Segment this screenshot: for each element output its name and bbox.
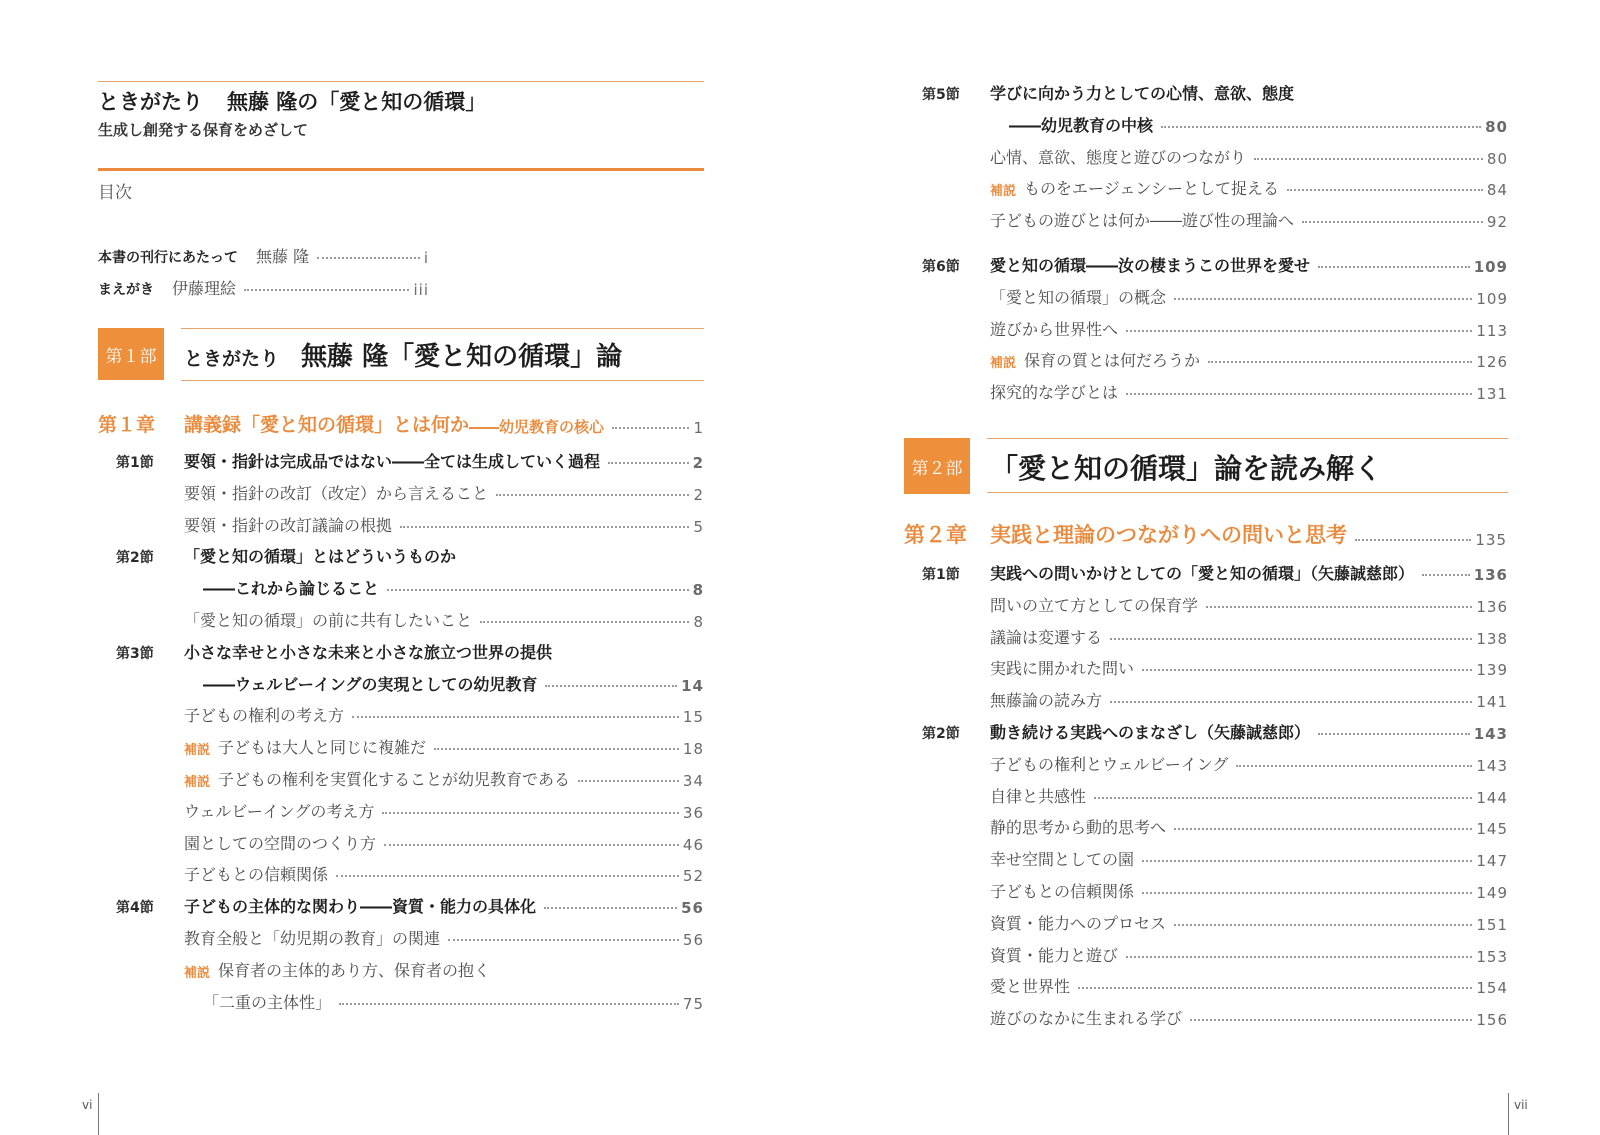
- leader-dots: [1174, 924, 1472, 926]
- toc-section[interactable]: [990, 558, 1508, 584]
- page-number: 52: [682, 867, 704, 886]
- part1-title: ときがたり 無藤 隆「愛と知の循環」論: [184, 342, 623, 372]
- toc-item[interactable]: [990, 377, 1508, 403]
- section-number: 第4節: [116, 900, 154, 917]
- page-number: 8: [692, 581, 704, 600]
- page-number: 109: [1473, 258, 1508, 276]
- toc-item[interactable]: [990, 205, 1508, 231]
- page-number: 2: [693, 485, 704, 504]
- entry-title: 議論は変遷する: [990, 627, 1103, 647]
- leader-dots: [480, 621, 689, 623]
- page-number: 56: [682, 931, 704, 949]
- page-number: 139: [1476, 661, 1508, 680]
- leader-dots: [1318, 266, 1470, 268]
- entry-title: 「二重の主体性」: [203, 992, 332, 1012]
- section-number: 第2節: [922, 726, 960, 742]
- page-number: 2: [692, 454, 704, 472]
- leader-dots: [352, 716, 679, 718]
- leader-dots: [1110, 638, 1472, 640]
- leader-dots: [382, 812, 679, 814]
- entry-title: 実践への問いかけとしての「愛と知の循環」（矢藤誠慈郎）: [990, 564, 1415, 583]
- toc-supplement[interactable]: [184, 764, 704, 790]
- page-number-right: vii: [1514, 1098, 1528, 1112]
- part2-title: 「愛と知の循環」論を読み解く: [990, 452, 1383, 485]
- leader-dots: [608, 462, 689, 464]
- page-number: 126: [1476, 353, 1508, 372]
- toc-item[interactable]: [990, 781, 1508, 807]
- page-number: 84: [1486, 181, 1508, 200]
- page-number: 75: [682, 994, 704, 1013]
- entry-title: 要領・指針の改訂議論の根拠: [184, 515, 393, 535]
- leader-dots: [1206, 606, 1472, 608]
- page-number: 153: [1476, 947, 1508, 966]
- leader-dots: [339, 1003, 679, 1005]
- leader-dots: [1287, 189, 1483, 191]
- page-number: 141: [1476, 693, 1508, 712]
- leader-dots: [1078, 987, 1472, 989]
- supplement-tag: 補説: [184, 743, 211, 759]
- toc-item[interactable]: [184, 478, 704, 504]
- entry-title: 子どもの権利の考え方: [184, 706, 345, 726]
- toc-item[interactable]: [990, 653, 1508, 679]
- section-number: 第3節: [116, 645, 154, 662]
- toc-item[interactable]: [184, 923, 704, 949]
- toc-section[interactable]: [990, 717, 1508, 743]
- toc-item[interactable]: [990, 314, 1508, 340]
- entry-title: 愛と知の循環――汝の棲まうこの世界を愛せ: [990, 256, 1311, 275]
- toc-section[interactable]: [184, 446, 704, 472]
- leader-dots: [1142, 669, 1472, 671]
- page-number: 138: [1476, 629, 1508, 648]
- entry-title: ものをエージェンシーとして捉える: [1024, 179, 1279, 199]
- leader-dots: [336, 875, 679, 877]
- leader-dots: [244, 289, 409, 291]
- leader-dots: [434, 748, 679, 750]
- toc-item[interactable]: [184, 828, 704, 854]
- entry-title: 探究的な学びとは: [990, 383, 1119, 403]
- toc-section-continuation[interactable]: [203, 669, 704, 695]
- entry-title: 無藤論の読み方: [990, 691, 1103, 711]
- leader-dots: [1094, 797, 1472, 799]
- entry-title: ――これから論じること: [203, 579, 380, 599]
- page-number: 109: [1476, 289, 1508, 308]
- entry-title: 実践に開かれた問い: [990, 659, 1135, 679]
- toc-supplement[interactable]: [990, 173, 1508, 199]
- page-number: 145: [1476, 820, 1508, 839]
- toc-item[interactable]: [990, 590, 1508, 616]
- leader-dots: [1126, 956, 1472, 958]
- page-number: 34: [682, 772, 704, 790]
- entry-title: 「愛と知の循環」とはどういうものか: [184, 547, 457, 567]
- part1-bottom-rule: [181, 380, 704, 381]
- book-title: ときがたり 無藤 隆の「愛と知の循環」: [98, 89, 487, 114]
- page-number: 18: [682, 740, 704, 759]
- toc-item-continuation[interactable]: [203, 987, 704, 1013]
- page-number-left: vi: [82, 1098, 93, 1112]
- toc-item[interactable]: [184, 605, 704, 631]
- page-number: 143: [1473, 725, 1508, 743]
- toc-item[interactable]: [990, 908, 1508, 934]
- toc-section-continuation[interactable]: [1009, 110, 1508, 136]
- entry-title: 心情、意欲、態度と遊びのつながり: [990, 147, 1247, 167]
- toc-entry-front-2[interactable]: まえがき 伊藤理絵 iii: [98, 279, 429, 299]
- page-number: 151: [1476, 915, 1508, 934]
- entry-title: 資質・能力と遊び: [990, 945, 1119, 965]
- part2-bottom-rule: [987, 492, 1508, 493]
- leader-dots: [1302, 221, 1483, 223]
- entry-title: 愛と世界性: [990, 977, 1071, 997]
- leader-dots: [1422, 574, 1470, 576]
- toc-entry-front-1[interactable]: 本書の刊行にあたって 無藤 隆 i: [98, 247, 429, 267]
- toc-item[interactable]: [990, 940, 1508, 966]
- page-number: 80: [1485, 117, 1508, 136]
- leader-dots: [448, 939, 679, 941]
- part1-top-rule: [181, 328, 704, 329]
- page-number: 149: [1476, 884, 1508, 902]
- toc-item[interactable]: [184, 796, 704, 822]
- section-number: 第6節: [922, 259, 960, 275]
- entry-title: 要領・指針の改訂（改定）から言えること: [184, 483, 489, 503]
- leader-dots: [578, 780, 679, 782]
- page-number: 5: [693, 517, 704, 536]
- leader-dots: [496, 494, 689, 496]
- entry-title: 子どもの遊びとは何か――遊び性の理論へ: [990, 211, 1295, 231]
- toc-supplement[interactable]: [990, 345, 1508, 371]
- entry-title: 園としての空間のつくり方: [184, 833, 377, 853]
- toc-chapter-2[interactable]: 第２章 実践と理論のつながりへの問いと思考 135: [904, 523, 1507, 549]
- leader-dots: [1174, 298, 1472, 300]
- entry-title: 子どもは大人と同じに複雑だ: [218, 738, 427, 758]
- leader-dots: [1318, 733, 1470, 735]
- leader-dots: [1190, 1019, 1472, 1021]
- entry-title: 子どもとの信頼関係: [184, 865, 329, 885]
- leader-dots: [1236, 765, 1472, 767]
- entry-title: 問いの立て方としての保育学: [990, 595, 1199, 615]
- entry-title: 自律と共感性: [990, 786, 1087, 806]
- header-top-rule: [98, 81, 704, 82]
- entry-title: 遊びのなかに生まれる学び: [990, 1009, 1183, 1029]
- leader-dots: [1208, 361, 1472, 363]
- leader-dots: [384, 844, 679, 846]
- entry-title: 子どもとの信頼関係: [990, 882, 1135, 901]
- leader-dots: [1355, 539, 1471, 541]
- entry-title: 資質・能力へのプロセス: [990, 913, 1167, 933]
- entry-title: 保育の質とは何だろうか: [1024, 351, 1201, 371]
- page-number: 8: [693, 613, 704, 631]
- section-number: 第5節: [922, 87, 960, 103]
- page-number: 36: [682, 803, 704, 822]
- entry-title: 保育者の主体的あり方、保育者の抱く: [218, 960, 491, 980]
- leader-dots: [317, 257, 420, 259]
- page-number: 154: [1476, 979, 1508, 998]
- toc-section[interactable]: [184, 541, 704, 567]
- part2-top-rule: [987, 438, 1508, 439]
- leader-dots: [1142, 860, 1472, 862]
- toc-item[interactable]: [184, 510, 704, 536]
- entry-title: 遊びから世界性へ: [990, 319, 1119, 339]
- entry-title: 子どもの主体的な関わり――資質・能力の具体化: [184, 897, 537, 917]
- leader-dots: [1161, 126, 1481, 128]
- page-number: 15: [682, 708, 704, 727]
- toc-item[interactable]: [990, 749, 1508, 775]
- page-number: 136: [1473, 566, 1508, 584]
- toc-section[interactable]: [990, 250, 1508, 276]
- entry-title: 「愛と知の循環」の概念: [990, 287, 1167, 307]
- toc-section-continuation[interactable]: [203, 573, 704, 599]
- section-number: 第1節: [116, 455, 154, 471]
- toc-item[interactable]: [990, 812, 1508, 838]
- entry-title: ウェルビーイングの考え方: [184, 801, 375, 821]
- page-number: 56: [681, 899, 704, 918]
- page-number: 147: [1476, 852, 1508, 871]
- leader-dots: [545, 685, 677, 687]
- supplement-tag: 補説: [990, 356, 1017, 372]
- entry-title: 子どもの権利を実質化することが幼児教育である: [218, 770, 571, 789]
- toc-item[interactable]: [990, 1003, 1508, 1029]
- part1-label-box: 第１部: [98, 328, 164, 380]
- book-subtitle: 生成し創発する保育をめざして: [98, 121, 309, 139]
- toc-item[interactable]: [990, 971, 1508, 997]
- leader-dots: [1254, 158, 1483, 160]
- entry-title: 要領・指針は完成品ではない――全ては生成していく過程: [184, 452, 601, 471]
- toc-item[interactable]: [184, 700, 704, 726]
- toc-item[interactable]: [990, 142, 1508, 168]
- toc-item[interactable]: [990, 844, 1508, 870]
- entry-title: ――ウェルビーイングの実現としての幼児教育: [203, 674, 538, 694]
- page-number: 136: [1476, 597, 1508, 616]
- leader-dots: [400, 526, 689, 528]
- toc-label: 目次: [98, 183, 132, 203]
- leader-dots: [1174, 828, 1472, 830]
- toc-item[interactable]: [990, 685, 1508, 711]
- leader-dots: [612, 427, 689, 429]
- entry-title: 学びに向かう力としての心情、意欲、態度: [990, 84, 1295, 103]
- entry-title: 子どもの権利とウェルビーイング: [990, 754, 1229, 774]
- section-number: 第2節: [116, 550, 154, 567]
- supplement-tag: 補説: [184, 775, 211, 790]
- header-bottom-rule: [98, 168, 704, 171]
- page-number: 113: [1476, 321, 1508, 340]
- toc-supplement[interactable]: [184, 955, 704, 981]
- page-number: 14: [681, 676, 704, 695]
- entry-title: 幸せ空間としての園: [990, 850, 1135, 870]
- toc-section[interactable]: [184, 891, 704, 917]
- page-number: 131: [1476, 385, 1508, 404]
- leader-dots: [1142, 892, 1472, 894]
- toc-section[interactable]: [184, 637, 704, 663]
- leader-dots: [544, 907, 677, 909]
- folio-rule-right: [1508, 1093, 1509, 1135]
- supplement-tag: 補説: [184, 965, 211, 981]
- toc-item[interactable]: [990, 876, 1508, 902]
- entry-title: 「愛と知の循環」の前に共有したいこと: [184, 611, 473, 630]
- page-number: 143: [1476, 756, 1508, 775]
- toc-section[interactable]: [990, 78, 1508, 104]
- entry-title: ――幼児教育の中核: [1009, 115, 1154, 135]
- leader-dots: [1126, 330, 1472, 332]
- toc-item[interactable]: [990, 282, 1508, 308]
- toc-item[interactable]: [990, 622, 1508, 648]
- entry-title: 動き続ける実践へのまなざし（矢藤誠慈郎）: [990, 723, 1311, 742]
- page-number: 92: [1486, 213, 1508, 232]
- page-number: 144: [1476, 788, 1508, 807]
- page-number: 80: [1486, 149, 1508, 168]
- leader-dots: [1110, 701, 1472, 703]
- section-number: 第1節: [922, 567, 960, 583]
- toc-supplement[interactable]: [184, 732, 704, 758]
- page-number: 46: [682, 835, 704, 854]
- toc-item[interactable]: [184, 859, 704, 885]
- part2-label-box: 第２部: [904, 438, 970, 494]
- folio-rule-left: [98, 1093, 99, 1135]
- entry-title: 静的思考から動的思考へ: [990, 818, 1167, 838]
- page-number: 156: [1476, 1011, 1508, 1030]
- toc-chapter-1[interactable]: 第１章 講義録「愛と知の循環」とは何か ――幼児教育の核心 1: [98, 414, 704, 437]
- entry-title: 小さな幸せと小さな未来と小さな旅立つ世界の提供: [184, 642, 553, 662]
- entry-title: 教育全般と「幼児期の教育」の関連: [184, 929, 441, 948]
- supplement-tag: 補説: [990, 184, 1017, 200]
- leader-dots: [1126, 393, 1472, 395]
- leader-dots: [387, 589, 689, 591]
